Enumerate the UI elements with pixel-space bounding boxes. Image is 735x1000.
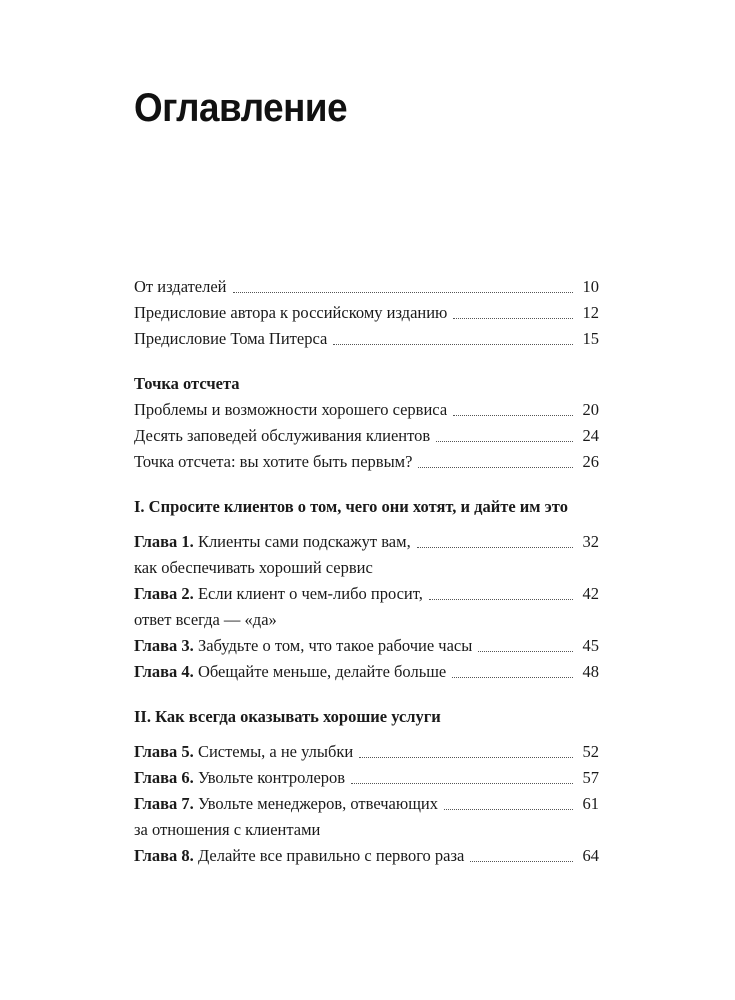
leader-dots [436,441,573,442]
leader-dots [359,757,573,758]
toc-entry-text [134,633,476,659]
toc-entry-chapter-1[interactable] [134,529,599,555]
toc-entry-author-preface[interactable] [134,300,599,326]
toc-entry-chapter-7[interactable] [134,791,599,817]
toc-entry-chapter-3[interactable] [134,633,599,659]
toc-page-number: 64 [582,846,599,865]
toc-entry-text: Предисловие автора к российскому изданию [134,303,448,322]
toc-page-number: 32 [582,532,599,551]
leader-dots [351,783,573,784]
toc-page-number: 52 [582,742,599,761]
toc-entry-text: Проблемы и возможности хорошего сервиса [134,400,448,419]
page-title: Оглавление [134,86,348,130]
chapter-title: Если клиент о чем-либо просит, [197,584,423,603]
section-heading-part-2[interactable]: II. Как всегда оказывать хорошие услуги [134,707,441,726]
toc-entry-publishers[interactable] [134,274,599,300]
chapter-label: Глава 4. [134,662,194,681]
chapter-title-continuation: ответ всегда — «да» [134,610,277,629]
toc-entry-intro-2[interactable] [134,423,599,449]
toc-entry-chapter-6[interactable] [134,765,599,791]
chapter-title-continuation: за отношения с клиентами [134,820,321,839]
chapter-title: Обещайте меньше, делайте больше [197,662,447,681]
chapter-title: Системы, а не улыбки [197,742,354,761]
toc-page-number: 24 [582,426,599,445]
toc-page-number: 15 [582,329,599,348]
toc-page-number: 12 [582,303,599,322]
chapter-title: Забудьте о том, что такое рабочие часы [197,636,473,655]
chapter-title: Увольте контролеров [197,768,346,787]
toc-entry-text [134,765,349,791]
chapter-label: Глава 8. [134,846,194,865]
leader-dots [452,677,573,678]
toc-entry-chapter-8[interactable] [134,843,599,869]
toc-page-number: 45 [582,636,599,655]
chapter-title: Увольте менеджеров, отвечающих [197,794,438,813]
toc-entry-peters-preface[interactable] [134,326,599,352]
chapter-label: Глава 1. [134,532,194,551]
leader-dots [478,651,573,652]
section-heading-intro[interactable]: Точка отсчета [134,374,240,393]
chapter-label: Глава 7. [134,794,194,813]
toc-entry-chapter-5[interactable] [134,739,599,765]
toc-page-number: 20 [582,400,599,419]
toc-entry-text: Точка отсчета: вы хотите быть первым? [134,452,413,471]
chapter-title: Клиенты сами подскажут вам, [197,532,411,551]
leader-dots [417,547,573,548]
toc-entry-chapter-2[interactable] [134,581,599,607]
toc-entry-text [134,791,442,817]
leader-dots [333,344,573,345]
leader-dots [470,861,573,862]
table-of-contents [134,274,599,869]
leader-dots [453,318,573,319]
chapter-title: Делайте все правильно с первого раза [197,846,465,865]
leader-dots [233,292,573,293]
toc-entry-chapter-4[interactable] [134,659,599,685]
leader-dots [418,467,573,468]
toc-page-number: 48 [582,662,599,681]
section-heading-part-1[interactable]: I. Спросите клиентов о том, чего они хотят, и дайте им это [134,497,568,516]
chapter-label: Глава 5. [134,742,194,761]
toc-entry-text [134,843,468,869]
leader-dots [429,599,573,600]
toc-page-number: 57 [582,768,599,787]
chapter-label: Глава 3. [134,636,194,655]
toc-entry-text [134,529,415,555]
toc-entry-text [134,581,427,607]
toc-entry-text [134,739,357,765]
leader-dots [444,809,573,810]
chapter-label: Глава 6. [134,768,194,787]
toc-entry-text: Десять заповедей обслуживания клиентов [134,426,431,445]
toc-entry-intro-1[interactable] [134,397,599,423]
chapter-title-continuation: как обеспечивать хороший сервис [134,558,373,577]
leader-dots [453,415,573,416]
toc-page-number: 10 [582,277,599,296]
toc-page-number: 42 [582,584,599,603]
toc-entry-text: От издателей [134,277,227,296]
toc-page-number: 61 [582,794,599,813]
toc-page-number: 26 [582,452,599,471]
toc-entry-intro-3[interactable] [134,449,599,475]
toc-entry-text [134,659,450,685]
toc-entry-text: Предисловие Тома Питерса [134,329,328,348]
chapter-label: Глава 2. [134,584,194,603]
